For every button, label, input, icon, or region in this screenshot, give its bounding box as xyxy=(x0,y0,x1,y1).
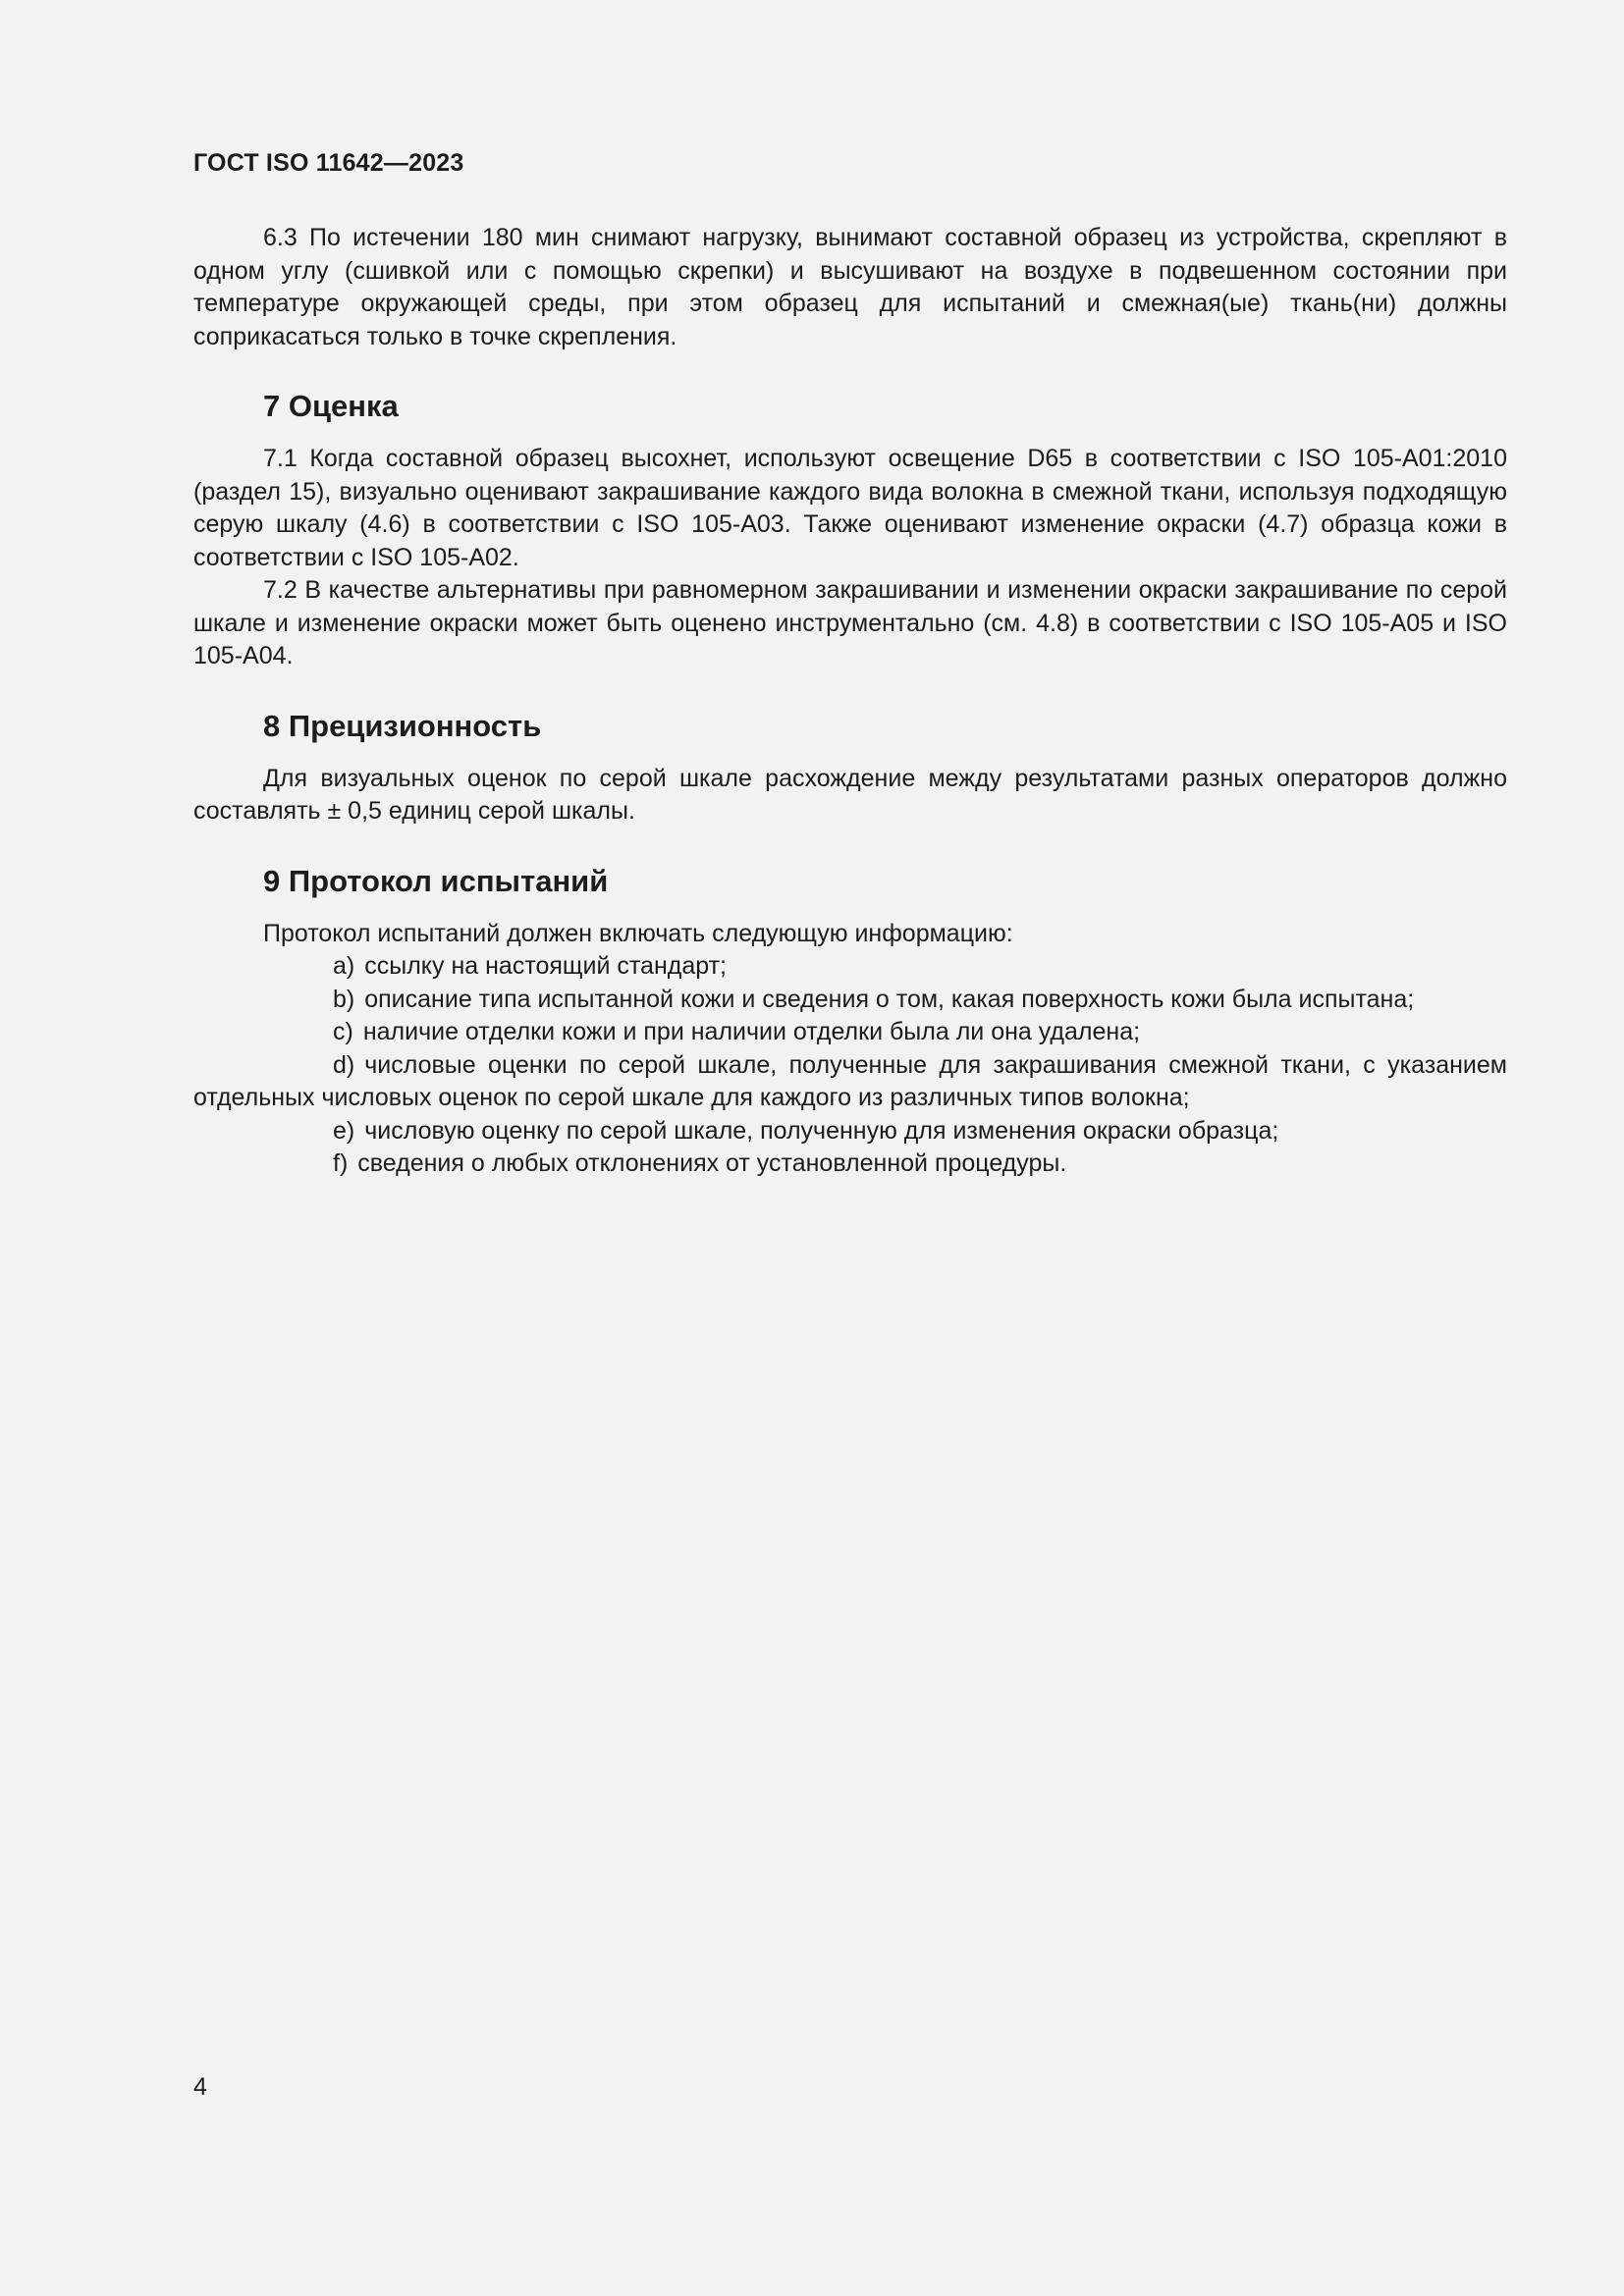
list-item xyxy=(193,1016,1507,1049)
page-number: 4 xyxy=(193,2073,207,2101)
list-marker: a) xyxy=(333,952,355,980)
list-item xyxy=(193,950,1507,984)
list-item-text: наличие отделки кожи и при наличии отделки была ли она удалена; xyxy=(362,1018,1141,1045)
section-8-heading: 8 Прецизионность xyxy=(263,708,542,743)
paragraph-7-2: 7.2 В качестве альтернативы при равномерном закрашивании и изменении окраски закрашивание по серой шкале и изменение окраски может быть оценено инструментально (см. 4.8) в соответствии с ISO 105-A05 и ISO 105-A04. xyxy=(193,576,1507,669)
paragraph-9-intro: Протокол испытаний должен включать следующую информацию: xyxy=(263,919,1013,947)
list-marker: f) xyxy=(333,1149,349,1177)
list-item-text: описание типа испытанной кожи и сведения о том, какая поверхность кожи была испытана; xyxy=(364,985,1415,1013)
paragraph-8: Для визуальных оценок по серой шкале расхождение между результатами разных операторов должно составлять ± 0,5 единиц серой шкалы. xyxy=(193,764,1507,825)
list-item-text: числовую оценку по серой шкале, полученную для изменения окраски образца; xyxy=(364,1116,1279,1145)
list-item xyxy=(193,984,1507,1017)
list-item-text: сведения о любых отклонениях от установленной процедуры. xyxy=(357,1149,1067,1177)
paragraph-7-1: 7.1 Когда составной образец высохнет, используют освещение D65 в соответствии с ISO 105-A01:2010 (раздел 15), визуально оценивают закрашивание каждого вида волокна в смежной ткани, используя подходящую серую шкалу (4.6) в соответствии с ISO 105-A03. Также оценивают изменение окраски (4.7) образца кожи в соответствии с ISO 105-A02. xyxy=(193,445,1507,571)
list-item xyxy=(193,1049,1507,1115)
list-marker: c) xyxy=(333,1018,353,1045)
section-9-heading: 9 Протокол испытаний xyxy=(263,863,609,898)
paragraph-6-3: 6.3 По истечении 180 мин снимают нагрузку, вынимают составной образец из устройства, скрепляют в одном углу (сшивкой или с помощью скрепки) и высушивают на воздухе в подвешенном состоянии при температуре окружающей среды, при этом образец для испытаний и смежная(ые) ткань(ни) должны соприкасаться только в точке скрепления. xyxy=(193,224,1507,350)
list-item-text: ссылку на настоящий стандарт; xyxy=(364,952,727,980)
page-content xyxy=(193,222,1507,1181)
document-code-header: ГОСТ ISO 11642—2023 xyxy=(193,149,464,177)
list-marker: b) xyxy=(333,985,355,1013)
list-item xyxy=(193,1115,1507,1148)
list-item-text: числовые оценки по серой шкале, полученные для закрашивания смежной ткани, с указанием отдельных числовых оценок по серой шкале для каждого из различных типов волокна; xyxy=(193,1050,1507,1111)
list-marker: e) xyxy=(333,1116,355,1145)
test-report-list xyxy=(193,950,1507,1181)
list-item xyxy=(193,1148,1507,1181)
list-marker: d) xyxy=(333,1050,355,1079)
section-7-heading: 7 Оценка xyxy=(263,389,399,423)
